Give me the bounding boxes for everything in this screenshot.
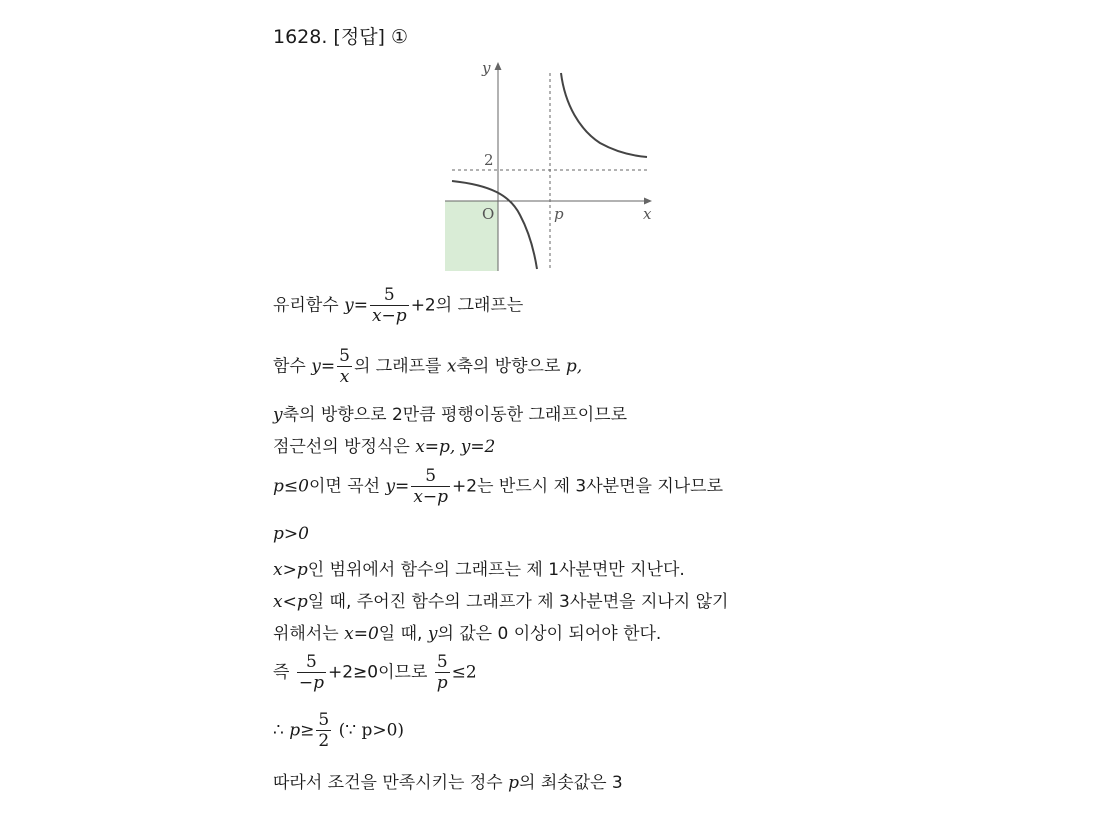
math-expression: p≤0 [273, 476, 309, 497]
fraction-denominator: p [436, 673, 448, 693]
fraction-numerator: 5 [436, 652, 448, 672]
text: +2의 그래프는 [410, 295, 524, 316]
solution-line-4 [273, 432, 495, 457]
math-op: = [320, 356, 336, 377]
origin-label: O [482, 205, 495, 223]
math-var: y [427, 624, 438, 644]
fraction-denominator: 2 [318, 731, 330, 751]
fraction-denominator: x−p [413, 487, 449, 507]
text: 의 그래프를 [353, 356, 442, 377]
text: 함수 [273, 356, 306, 377]
text: 의 최솟값은 3 [519, 773, 623, 793]
solution-line-7 [273, 555, 685, 580]
y-axis-label: y [482, 59, 491, 77]
math-var: p [508, 773, 519, 793]
text: 위해서는 [273, 624, 339, 644]
math-var: x [446, 356, 457, 377]
fraction [411, 466, 450, 507]
graph-figure [440, 55, 665, 277]
text: 점근선의 방정식은 [273, 437, 410, 457]
x-axis-label: x [643, 205, 652, 223]
math-expression: x<p [273, 592, 308, 612]
math-expression: x>p [273, 560, 308, 580]
asymptote-p-label: p [554, 205, 564, 223]
text: 따라서 조건을 만족시키는 정수 [273, 773, 503, 793]
math-var: p, [565, 356, 583, 377]
solution-line-11 [273, 710, 404, 751]
asymptote-2-label: 2 [484, 151, 494, 169]
math-var: y [344, 295, 354, 316]
fraction-denominator: x−p [371, 306, 407, 326]
answer-title: 1628. [정답] ① [273, 26, 409, 48]
text: 의 값은 0 이상이 되어야 한다. [437, 624, 662, 644]
solution-line-1 [273, 285, 523, 326]
solution-line-10 [273, 652, 477, 693]
math-expression: p>0 [273, 524, 309, 544]
fraction-numerator: 5 [425, 466, 437, 486]
math-expression: p≥ [289, 720, 315, 741]
solution-line-8 [273, 587, 728, 612]
solution-line-5 [273, 466, 723, 507]
fraction [337, 346, 352, 387]
fraction [370, 285, 409, 326]
therefore-symbol: ∴ [273, 720, 284, 741]
y-axis-arrow [495, 62, 502, 70]
hyperbola-right-branch [561, 73, 647, 157]
text: 축의 방향으로 [456, 356, 561, 377]
math-expression: y= [385, 476, 410, 497]
fraction-denominator: x [337, 366, 352, 387]
text: 일 때, [378, 624, 423, 644]
fraction [435, 652, 450, 693]
fraction [316, 710, 331, 751]
text: 유리함수 [273, 295, 339, 316]
math-expression: x=0 [344, 624, 379, 644]
text: 인 범위에서 함수의 그래프는 제 1사분면만 지난다. [307, 560, 685, 580]
text: 즉 [273, 662, 290, 683]
text: +2≥0이므로 [327, 662, 428, 683]
solution-line-6 [273, 524, 309, 544]
fraction-numerator: 5 [318, 710, 330, 730]
solution-line-3 [273, 400, 627, 425]
fraction-numerator: 5 [339, 346, 350, 366]
solution-line-2 [273, 346, 582, 387]
math-var: y [273, 405, 283, 425]
text: 이면 곡선 [308, 476, 381, 497]
fraction-denominator: −p [298, 673, 324, 693]
solution-line-9 [273, 619, 661, 644]
fraction-numerator: 5 [306, 652, 317, 672]
text: +2는 반드시 제 3사분면을 지나므로 [452, 476, 724, 497]
text: 축의 방향으로 2만큼 평행이동한 그래프이므로 [282, 405, 628, 425]
math-expression: x=p, y=2 [415, 437, 496, 457]
math-expression: ≤2 [451, 662, 477, 683]
text: 일 때, 주어진 함수의 그래프가 제 3사분면을 지나지 않기 [307, 592, 729, 612]
solution-line-12 [273, 768, 623, 793]
fraction-numerator: 5 [383, 285, 395, 305]
x-axis-arrow [644, 198, 652, 205]
math-op: = [353, 295, 368, 316]
because-clause: (∵ p>0) [338, 720, 405, 741]
fraction [297, 652, 326, 693]
math-var: y [311, 356, 321, 377]
